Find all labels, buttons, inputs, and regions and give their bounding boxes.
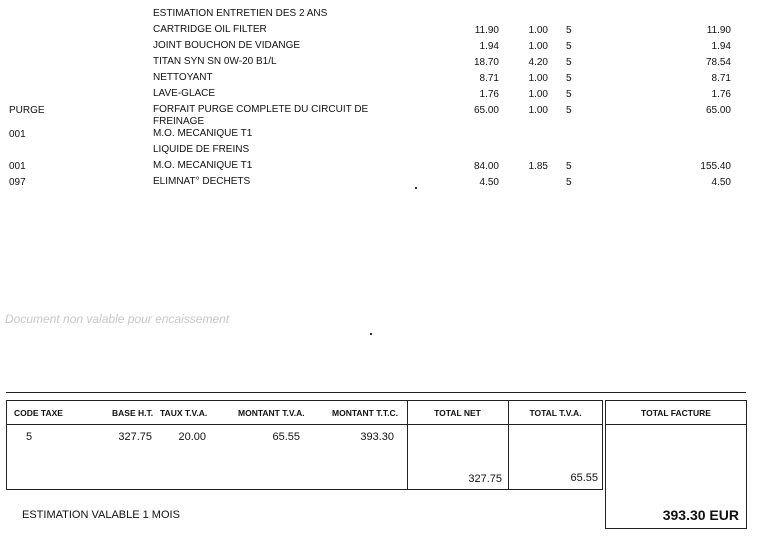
line-tva-code: 5 — [566, 41, 572, 52]
line-quantity: 4.20 — [528, 57, 548, 68]
line-total: 1.76 — [711, 89, 731, 100]
header-total-tva: TOTAL T.V.A. — [529, 408, 582, 418]
watermark-text: Document non valable pour encaissement — [5, 312, 230, 326]
line-code: 097 — [9, 177, 26, 188]
tax-header-rule — [6, 424, 603, 425]
line-tva-code: 5 — [566, 177, 572, 188]
line-description: M.O. MECANIQUE T1 — [153, 128, 253, 139]
stray-dot — [370, 333, 372, 335]
line-description: TITAN SYN SN 0W-20 B1/L — [153, 56, 277, 67]
line-unit-price: 11.90 — [474, 25, 499, 36]
line-quantity: 1.00 — [528, 41, 548, 52]
line-quantity — [508, 176, 548, 192]
line-total: 78.54 — [705, 57, 731, 68]
line-quantity: 1.00 — [528, 25, 548, 36]
line-description: LIQUIDE DE FREINS — [153, 144, 250, 155]
header-taux-tva: TAUX T.V.A. — [160, 408, 208, 418]
header-montant-ttc: MONTANT T.T.C. — [332, 408, 398, 418]
line-description: ELIMNAT° DECHETS — [153, 176, 251, 187]
montant-ttc-value: 393.30 — [360, 431, 394, 443]
line-total: 155.40 — [700, 161, 731, 172]
line-total — [640, 144, 731, 160]
line-unit-price: 18.70 — [473, 57, 499, 68]
divider-line — [6, 392, 746, 393]
line-total: 1.94 — [711, 41, 731, 52]
line-unit-price — [440, 8, 499, 24]
line-tva-code: 5 — [566, 73, 572, 84]
header-base-ht: BASE H.T. — [112, 408, 154, 418]
total-net-value: 327.75 — [468, 473, 502, 485]
line-unit-price: 65.00 — [473, 105, 499, 116]
line-total: 65.00 — [705, 105, 731, 116]
line-code: 001 — [9, 161, 26, 172]
line-unit-price: 8.71 — [479, 73, 499, 84]
tax-code-value: 5 — [26, 431, 33, 443]
line-total — [640, 128, 731, 144]
header-total-net: TOTAL NET — [434, 408, 481, 418]
total-facture-value: 393.30 EUR — [662, 507, 739, 523]
line-tva-code: 5 — [566, 161, 572, 172]
line-quantity: 1.00 — [528, 105, 548, 116]
line-quantity: 1.00 — [528, 89, 548, 100]
header-total-facture: TOTAL FACTURE — [641, 408, 711, 418]
line-unit-price — [440, 128, 499, 144]
line-description: FORFAIT PURGE COMPLETE DU CIRCUIT DE FREINAGE — [153, 104, 369, 127]
line-total: 4.50 — [711, 177, 731, 188]
line-tva-code: 5 — [566, 89, 572, 100]
line-quantity: 1.00 — [528, 73, 548, 84]
line-description: LAVE-GLACE — [153, 88, 216, 99]
line-quantity — [508, 144, 548, 160]
line-description: ESTIMATION ENTRETIEN DES 2 ANS — [153, 8, 328, 19]
total-tva-value: 65.55 — [570, 472, 598, 484]
line-quantity — [508, 128, 548, 144]
header-montant-tva: MONTANT T.V.A. — [238, 408, 305, 418]
stray-dot — [415, 187, 417, 189]
line-code: PURGE — [9, 105, 45, 116]
line-tva-code: 5 — [566, 25, 572, 36]
line-tva-code: 5 — [566, 57, 572, 68]
line-total: 11.90 — [706, 25, 731, 36]
header-code-taxe: CODE TAXE — [14, 408, 63, 418]
facture-header-rule — [605, 424, 747, 425]
line-description: JOINT BOUCHON DE VIDANGE — [153, 40, 301, 51]
line-total: 8.71 — [711, 73, 731, 84]
line-code: 001 — [9, 129, 26, 140]
line-total — [640, 8, 731, 24]
line-tva-code: 5 — [566, 105, 572, 116]
line-unit-price — [440, 144, 499, 160]
taux-tva-value: 20.00 — [178, 431, 206, 443]
line-quantity: 1.85 — [528, 161, 548, 172]
base-ht-value: 327.75 — [118, 431, 152, 443]
line-description: CARTRIDGE OIL FILTER — [153, 24, 267, 35]
line-unit-price: 1.76 — [479, 89, 499, 100]
line-description: NETTOYANT — [153, 72, 213, 83]
line-unit-price: 84.00 — [473, 161, 499, 172]
montant-tva-value: 65.55 — [272, 431, 300, 443]
line-unit-price: 4.50 — [479, 177, 499, 188]
line-unit-price: 1.94 — [479, 41, 499, 52]
validity-note: ESTIMATION VALABLE 1 MOIS — [22, 509, 180, 521]
line-quantity — [508, 8, 548, 24]
line-description: M.O. MECANIQUE T1 — [153, 160, 253, 171]
